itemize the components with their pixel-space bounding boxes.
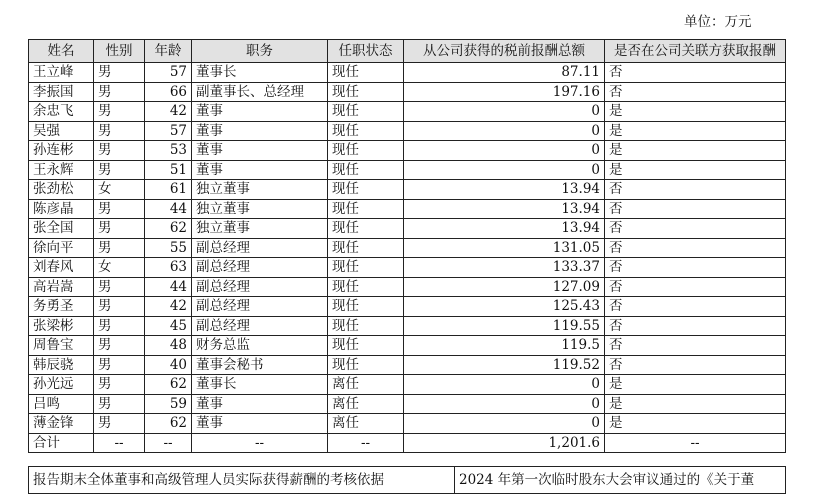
cell-related: 是	[605, 121, 786, 141]
cell-gender: 男	[94, 277, 145, 297]
table-row	[29, 297, 786, 317]
cell-pay: 127.09	[404, 277, 605, 297]
cell-age: 55	[145, 238, 192, 258]
cell-pay: 0	[404, 160, 605, 180]
cell-name: 刘春风	[29, 258, 94, 278]
cell-age: 59	[145, 394, 192, 414]
total-gender: --	[94, 433, 145, 453]
table-row	[29, 336, 786, 356]
cell-pay: 0	[404, 375, 605, 395]
cell-pay: 119.55	[404, 316, 605, 336]
cell-gender: 男	[94, 160, 145, 180]
cell-age: 42	[145, 102, 192, 122]
table-row	[29, 63, 786, 83]
cell-title: 董事长	[192, 375, 328, 395]
cell-status: 现任	[328, 121, 404, 141]
table-row	[29, 316, 786, 336]
cell-name: 张劲松	[29, 180, 94, 200]
table-row	[29, 277, 786, 297]
cell-related: 是	[605, 141, 786, 161]
cell-status: 现任	[328, 141, 404, 161]
cell-status: 现任	[328, 180, 404, 200]
cell-age: 62	[145, 375, 192, 395]
cell-related: 否	[605, 82, 786, 102]
cell-status: 现任	[328, 316, 404, 336]
assessment-basis-table	[28, 466, 786, 494]
cell-name: 陈彦晶	[29, 199, 94, 219]
cell-status: 现任	[328, 63, 404, 83]
header-title: 职务	[192, 40, 328, 63]
cell-pay: 119.5	[404, 336, 605, 356]
cell-gender: 男	[94, 121, 145, 141]
cell-pay: 0	[404, 414, 605, 434]
cell-name: 薄金锋	[29, 414, 94, 434]
cell-gender: 女	[94, 258, 145, 278]
assessment-basis-value: 2024 年第一次临时股东大会审议通过的《关于董	[455, 467, 786, 494]
cell-related: 是	[605, 160, 786, 180]
cell-related: 否	[605, 277, 786, 297]
cell-name: 孙光远	[29, 375, 94, 395]
cell-age: 66	[145, 82, 192, 102]
cell-status: 现任	[328, 297, 404, 317]
cell-age: 62	[145, 219, 192, 239]
cell-title: 董事	[192, 160, 328, 180]
cell-age: 53	[145, 141, 192, 161]
cell-pay: 0	[404, 102, 605, 122]
cell-title: 董事长	[192, 63, 328, 83]
cell-related: 否	[605, 63, 786, 83]
cell-related: 否	[605, 199, 786, 219]
table-row	[29, 355, 786, 375]
cell-name: 务勇圣	[29, 297, 94, 317]
assessment-basis-label: 报告期末全体董事和高级管理人员实际获得薪酬的考核依据	[29, 467, 455, 494]
cell-gender: 男	[94, 297, 145, 317]
cell-title: 副总经理	[192, 258, 328, 278]
cell-title: 独立董事	[192, 219, 328, 239]
cell-name: 张全国	[29, 219, 94, 239]
cell-status: 现任	[328, 160, 404, 180]
cell-pay: 0	[404, 394, 605, 414]
cell-gender: 男	[94, 316, 145, 336]
cell-name: 韩辰骁	[29, 355, 94, 375]
cell-title: 财务总监	[192, 336, 328, 356]
cell-gender: 男	[94, 102, 145, 122]
cell-age: 48	[145, 336, 192, 356]
cell-title: 副总经理	[192, 277, 328, 297]
header-gender: 性别	[94, 40, 145, 63]
cell-title: 副董事长、总经理	[192, 82, 328, 102]
cell-gender: 男	[94, 238, 145, 258]
table-row	[29, 180, 786, 200]
cell-pay: 197.16	[404, 82, 605, 102]
cell-status: 现任	[328, 336, 404, 356]
cell-pay: 13.94	[404, 199, 605, 219]
cell-related: 否	[605, 180, 786, 200]
header-status: 任职状态	[328, 40, 404, 63]
cell-name: 张梁彬	[29, 316, 94, 336]
header-pay: 从公司获得的税前报酬总额	[404, 40, 605, 63]
cell-age: 44	[145, 199, 192, 219]
cell-status: 离任	[328, 414, 404, 434]
header-name: 姓名	[29, 40, 94, 63]
cell-name: 周鲁宝	[29, 336, 94, 356]
table-row	[29, 82, 786, 102]
cell-related: 否	[605, 258, 786, 278]
table-row	[29, 394, 786, 414]
cell-status: 现任	[328, 258, 404, 278]
cell-related: 否	[605, 238, 786, 258]
cell-related: 是	[605, 414, 786, 434]
cell-related: 否	[605, 336, 786, 356]
table-row	[29, 375, 786, 395]
table-row	[29, 414, 786, 434]
cell-gender: 男	[94, 336, 145, 356]
cell-title: 副总经理	[192, 297, 328, 317]
table-row	[29, 121, 786, 141]
cell-gender: 男	[94, 141, 145, 161]
cell-gender: 女	[94, 180, 145, 200]
cell-gender: 男	[94, 219, 145, 239]
total-label: 合计	[29, 433, 94, 453]
cell-name: 李振国	[29, 82, 94, 102]
total-title: --	[192, 433, 328, 453]
cell-name: 王立峰	[29, 63, 94, 83]
cell-pay: 133.37	[404, 258, 605, 278]
total-row	[29, 433, 786, 453]
total-related: --	[605, 433, 786, 453]
cell-related: 否	[605, 355, 786, 375]
cell-name: 吴强	[29, 121, 94, 141]
cell-gender: 男	[94, 82, 145, 102]
cell-title: 董事	[192, 102, 328, 122]
cell-related: 是	[605, 394, 786, 414]
table-row	[29, 258, 786, 278]
cell-name: 吕鸣	[29, 394, 94, 414]
cell-name: 孙连彬	[29, 141, 94, 161]
cell-title: 董事	[192, 394, 328, 414]
cell-age: 57	[145, 63, 192, 83]
table-row	[29, 219, 786, 239]
header-related: 是否在公司关联方获取报酬	[605, 40, 786, 63]
cell-gender: 男	[94, 414, 145, 434]
cell-related: 否	[605, 316, 786, 336]
cell-age: 45	[145, 316, 192, 336]
cell-status: 现任	[328, 355, 404, 375]
cell-age: 63	[145, 258, 192, 278]
cell-gender: 男	[94, 375, 145, 395]
cell-name: 王永辉	[29, 160, 94, 180]
cell-pay: 13.94	[404, 180, 605, 200]
cell-related: 否	[605, 219, 786, 239]
cell-status: 现任	[328, 277, 404, 297]
cell-pay: 131.05	[404, 238, 605, 258]
table-row	[29, 102, 786, 122]
table-row	[29, 199, 786, 219]
cell-status: 现任	[328, 199, 404, 219]
cell-title: 独立董事	[192, 199, 328, 219]
cell-related: 是	[605, 102, 786, 122]
cell-age: 51	[145, 160, 192, 180]
total-age: --	[145, 433, 192, 453]
header-age: 年龄	[145, 40, 192, 63]
table-row	[29, 160, 786, 180]
assessment-basis-row	[29, 467, 786, 494]
cell-name: 徐向平	[29, 238, 94, 258]
cell-pay: 125.43	[404, 297, 605, 317]
cell-related: 是	[605, 375, 786, 395]
cell-pay: 0	[404, 121, 605, 141]
cell-title: 副总经理	[192, 316, 328, 336]
cell-gender: 男	[94, 394, 145, 414]
cell-pay: 119.52	[404, 355, 605, 375]
cell-related: 否	[605, 297, 786, 317]
total-pay: 1,201.6	[404, 433, 605, 453]
cell-age: 42	[145, 297, 192, 317]
cell-pay: 0	[404, 141, 605, 161]
cell-title: 董事	[192, 141, 328, 161]
compensation-table	[28, 39, 786, 453]
cell-status: 现任	[328, 82, 404, 102]
cell-status: 现任	[328, 219, 404, 239]
table-row	[29, 141, 786, 161]
cell-gender: 男	[94, 355, 145, 375]
cell-age: 61	[145, 180, 192, 200]
cell-title: 董事	[192, 414, 328, 434]
total-status: --	[328, 433, 404, 453]
cell-title: 独立董事	[192, 180, 328, 200]
cell-age: 57	[145, 121, 192, 141]
cell-pay: 87.11	[404, 63, 605, 83]
cell-title: 副总经理	[192, 238, 328, 258]
cell-pay: 13.94	[404, 219, 605, 239]
cell-age: 40	[145, 355, 192, 375]
cell-name: 高岩嵩	[29, 277, 94, 297]
cell-title: 董事	[192, 121, 328, 141]
unit-label: 单位：万元	[684, 14, 752, 30]
cell-gender: 男	[94, 63, 145, 83]
cell-age: 62	[145, 414, 192, 434]
cell-status: 离任	[328, 394, 404, 414]
cell-age: 44	[145, 277, 192, 297]
header-row	[29, 40, 786, 63]
cell-status: 离任	[328, 375, 404, 395]
table-row	[29, 238, 786, 258]
cell-status: 现任	[328, 238, 404, 258]
cell-status: 现任	[328, 102, 404, 122]
cell-gender: 男	[94, 199, 145, 219]
cell-name: 余忠飞	[29, 102, 94, 122]
cell-title: 董事会秘书	[192, 355, 328, 375]
